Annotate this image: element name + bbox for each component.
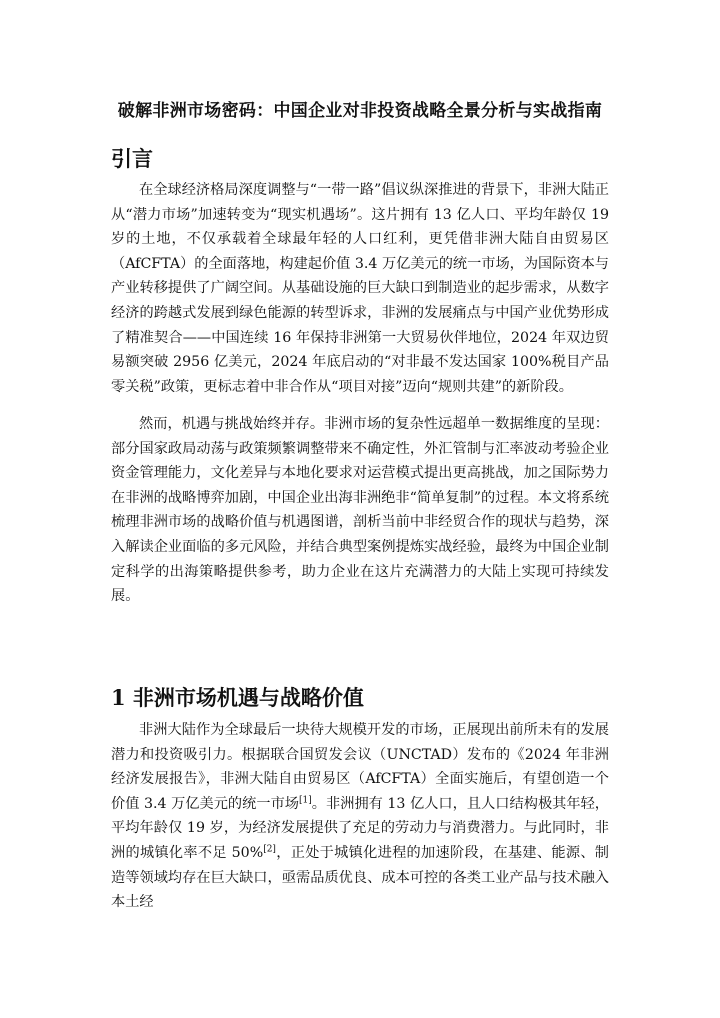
section-1-text-c: ，正处于城镇化进程的加速阶段，在基建、能源、制造等领域均存在巨大缺口，亟需品质优良、成本可控的各类工业产品与技术融入本土经: [111, 844, 609, 911]
intro-paragraph-1-text: 在全球经济格局深度调整与“一带一路”倡议纵深推进的背景下，非洲大陆正从“潜力市场”加速转变为“现实机遇场”。这片拥有 13 亿人口、平均年龄仅 19 岁的土地，不仅承载着全球最年轻的人口红利，更凭借非洲大陆自由贸易区（AfCFTA）的全面落地，构建起价值 3.4 万亿美元的统一市场，为国际资本与产业转移提供了广阔空间。从基础设施的巨大缺口到制造业的起步需求，从数字经济的跨越式发展到绿色能源的转型诉求，非洲的发展痛点与中国产业优势形成了精准契合——中国连续 16 年保持非洲第一大贸易伙伴地位，2024 年双边贸易额突破 2956 亿美元，2024 年底启动的“对非最不发达国家 100%税目产品零关税”政策，更标志着中非合作从“项目对接”迈向“规则共建”的新阶段。: [111, 182, 609, 395]
section-1-heading: 1 非洲市场机遇与战略价值: [111, 685, 364, 710]
intro-paragraph-1: [111, 178, 609, 399]
intro-paragraph-2: [111, 412, 609, 609]
section-1-paragraph-text: [111, 718, 609, 915]
intro-heading: 引言: [111, 146, 153, 171]
intro-paragraph-2-text: 然而，机遇与挑战始终并存。非洲市场的复杂性远超单一数据维度的呈现：部分国家政局动荡与政策频繁调整带来不确定性，外汇管制与汇率波动考验企业资金管理能力，文化差异与本地化要求对运营模式提出更高挑战，加之国际势力在非洲的战略博弈加剧，中国企业出海非洲绝非“简单复制”的过程。本文将系统梳理非洲市场的战略价值与机遇图谱，剖析当前中非经贸合作的现状与趋势，深入解读企业面临的多元风险，并结合典型案例提炼实战经验，最终为中国企业制定科学的出海策略提供参考，助力企业在这片充满潜力的大陆上实现可持续发展。: [111, 416, 609, 605]
reference-1: [1]: [299, 795, 312, 806]
section-1-paragraph: [111, 718, 609, 915]
section-1-text-b: 。非洲拥有 13 亿人口，且人口结构极其年轻，平均年龄仅 19 岁，为经济发展提供了充足的劳动力与消费潜力。与此同时，非洲的城镇化率不足 50%: [111, 795, 609, 861]
document-title: 破解非洲市场密码：中国企业对非投资战略全景分析与实战指南: [117, 101, 603, 121]
section-1-text-a: 非洲大陆作为全球最后一块待大规模开发的市场，正展现出前所未有的发展潜力和投资吸引力。根据联合国贸发会议（UNCTAD）发布的《2024 年非洲经济发展报告》，非洲大陆自由贸易区（AfCFTA）全面实施后，有望创造一个价值 3.4 万亿美元的统一市场: [111, 722, 609, 812]
reference-2: [2]: [263, 844, 276, 855]
